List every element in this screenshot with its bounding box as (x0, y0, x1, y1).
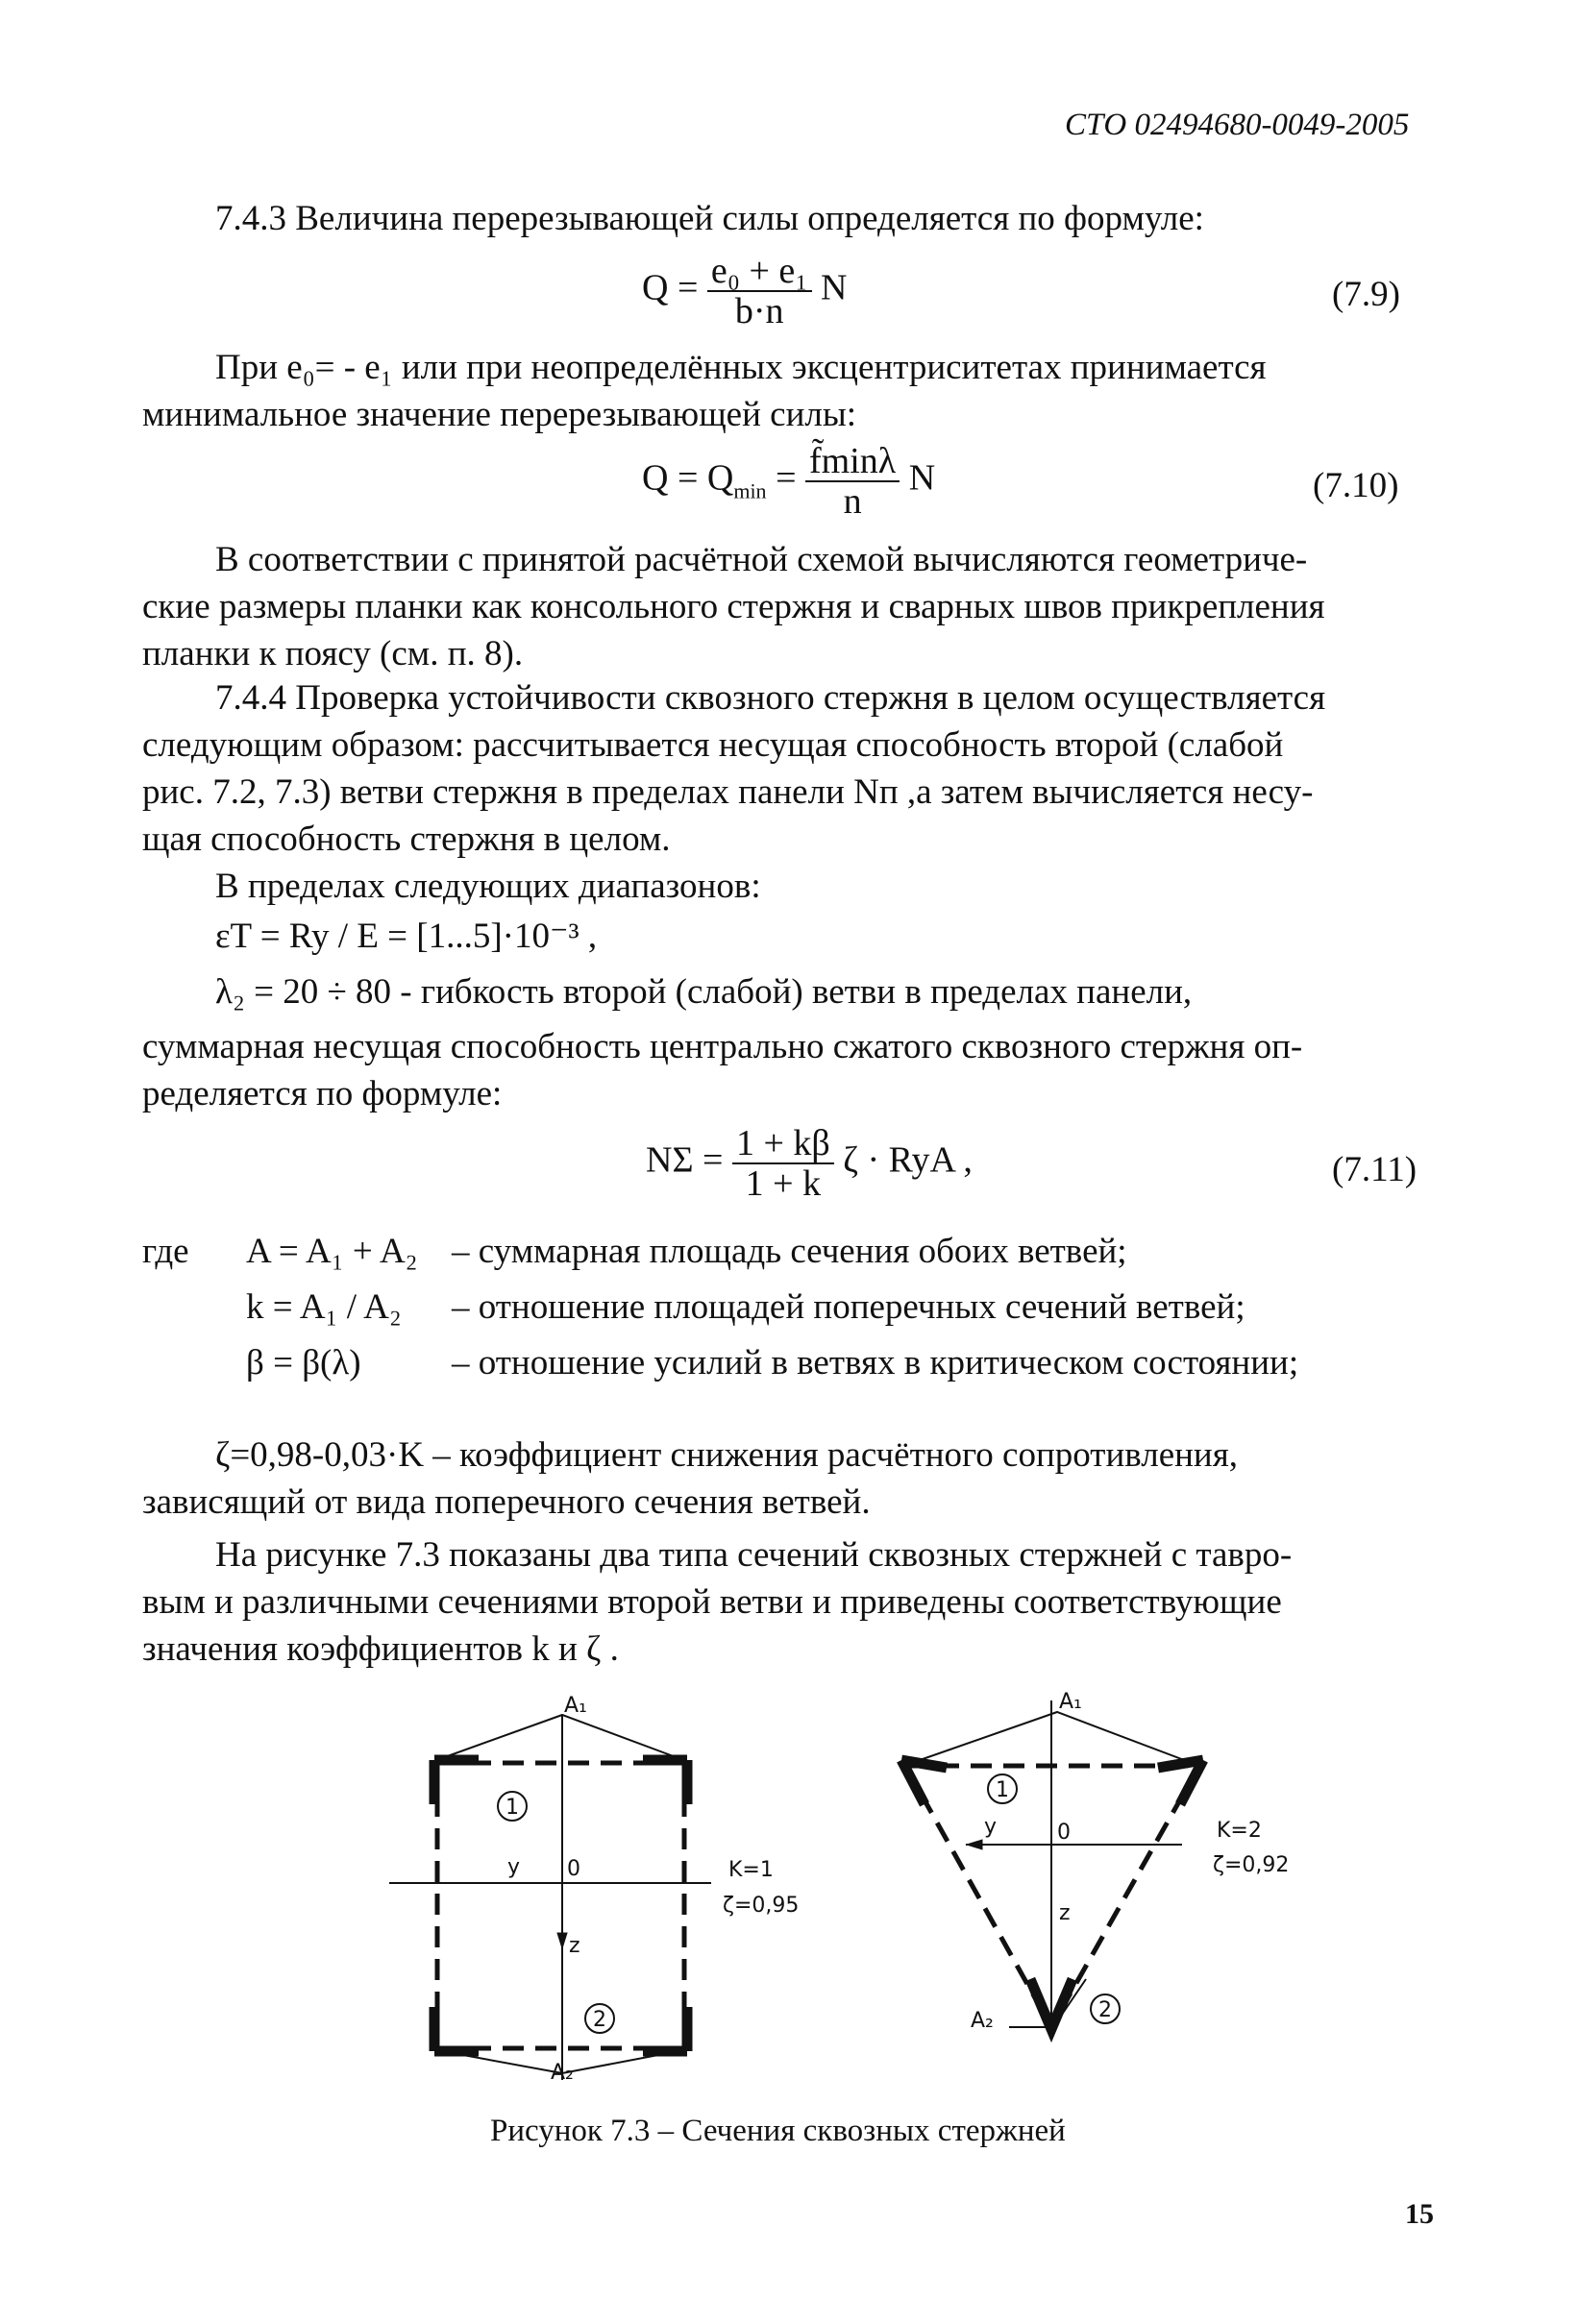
eq711-lhs: NΣ = (646, 1139, 724, 1181)
document-code: СТО 02494680-0049-2005 (1065, 108, 1410, 142)
right-axis-y-label: y (984, 1815, 998, 1839)
equation-7-11 (646, 1124, 973, 1203)
eq79-lhs: Q = (642, 267, 699, 308)
def-k-symbol: k = A₁ / A₂ (246, 1287, 402, 1327)
def-area-text: – суммарная площадь сечения обоих ветвей; (452, 1232, 1127, 1271)
figure-caption: Рисунок 7.3 – Сечения сквозных стержней (490, 2114, 1066, 2148)
section-743-p3-line1: В соответствии с принятой расчётной схемой вычисляются геометриче- (215, 540, 1308, 579)
eq710-numerator: f̃minλ (805, 442, 900, 482)
left-axis-y-label: y (507, 1855, 521, 1879)
def-k-text: – отношение площадей поперечных сечений ветвей; (452, 1287, 1245, 1327)
eq79-rhs: N (821, 267, 848, 308)
left-branch-2-label: 2 (593, 2008, 606, 2032)
equation-7-10 (642, 442, 935, 521)
right-zeta-value: ζ=0,92 (1213, 1853, 1290, 1877)
equation-7-9-number: (7.9) (1332, 275, 1400, 314)
right-a1-label: A₁ (1059, 1690, 1082, 1714)
zeta-line2: зависящий от вида поперечного сечения ветвей. (142, 1482, 871, 1522)
def-beta-symbol: β = β(λ) (246, 1343, 361, 1382)
section-744-p1-line4: щая способность стержня в целом. (142, 820, 671, 859)
figure-7-3 (0, 1672, 1578, 2085)
left-zeta-value: ζ=0,95 (723, 1894, 800, 1918)
right-axis-z-label: z (1059, 1901, 1071, 1925)
eq711-denominator: 1 + k (745, 1163, 822, 1204)
eq710-lhs-sub: min (733, 478, 767, 503)
right-section-diagram (901, 1700, 1203, 2029)
eq79-denominator: b·n (734, 291, 784, 331)
left-k-value: K=1 (728, 1858, 774, 1882)
left-origin-label: 0 (567, 1857, 580, 1881)
eq79-fraction (707, 252, 812, 330)
equation-7-11-number: (7.11) (1332, 1150, 1418, 1189)
eq710-lhs: Q = Q (642, 457, 734, 499)
left-a2-label: A₂ (551, 2061, 574, 2085)
section-744-p3-line2: ределяется по формуле: (142, 1074, 503, 1113)
right-branch-1-label: 1 (996, 1778, 1009, 1802)
equation-7-9 (642, 252, 848, 330)
eq711-rhs: ζ · RyA , (843, 1139, 973, 1181)
where-word: где (142, 1232, 189, 1271)
range-epsilon: εT = Ry / E = [1...5]·10⁻³ , (215, 917, 598, 956)
section-744-p1-line1: 7.4.4 Проверка устойчивости сквозного стержня в целом осуществляется (215, 678, 1326, 718)
section-743-p3-line2: ские размеры планки как консольного стержня и сварных швов прикрепления (142, 587, 1325, 626)
section-744-p3-line1: суммарная несущая способность центрально сжатого сквозного стержня оп- (142, 1027, 1303, 1066)
right-a2-label: A₂ (971, 2009, 994, 2033)
right-branch-2-label: 2 (1098, 1998, 1112, 2022)
left-axis-z-label: z (569, 1934, 580, 1958)
figure-ref-line3: значения коэффициентов k и ζ . (142, 1629, 619, 1669)
left-section-diagram (389, 1715, 711, 2080)
right-origin-label: 0 (1057, 1821, 1071, 1845)
def-area-symbol: A = A₁ + A₂ (246, 1232, 418, 1271)
figure-ref-line2: вым и различными сечениями второй ветви и приведены соответствующие (142, 1582, 1282, 1622)
left-branch-1-label: 1 (505, 1796, 519, 1820)
eq710-equals: = (776, 457, 797, 499)
def-beta-text: – отношение усилий в ветвях в критическом состоянии; (452, 1343, 1299, 1382)
section-743-p2-line1: При e₀= - e₁ или при неопределённых эксцентриситетах принимается (215, 348, 1267, 387)
zeta-line1: ζ=0,98-0,03·K – коэффициент снижения расчётного сопротивления, (215, 1435, 1238, 1475)
figure-ref-line1: На рисунке 7.3 показаны два типа сечений сквозных стержней с тавро- (215, 1535, 1293, 1575)
range-lambda: λ₂ = 20 ÷ 80 - гибкость второй (слабой) ветви в пределах панели, (215, 972, 1193, 1012)
section-744-p1-line2: следующим образом: рассчитывается несущая способность второй (слабой (142, 725, 1284, 765)
eq711-fraction (732, 1124, 834, 1203)
equation-7-10-number: (7.10) (1313, 466, 1399, 505)
page-number: 15 (1405, 2198, 1434, 2230)
eq710-denominator: n (843, 481, 862, 522)
eq79-numerator: e₀ + e₁ (707, 252, 812, 292)
eq711-numerator: 1 + kβ (732, 1124, 834, 1164)
section-743-intro: 7.4.3 Величина перерезывающей силы определяется по формуле: (215, 199, 1204, 238)
section-743-p2-line2: минимальное значение перерезывающей силы: (142, 395, 856, 434)
section-744-p1-line3: рис. 7.2, 7.3) ветви стержня в пределах панели Nп ,а затем вычисляется несу- (142, 772, 1314, 812)
eq710-fraction (805, 442, 900, 521)
section-743-p3-line3: планки к поясу (см. п. 8). (142, 634, 524, 673)
eq710-rhs: N (908, 457, 936, 499)
section-744-p2: В пределах следующих диапазонов: (215, 867, 761, 906)
right-k-value: K=2 (1217, 1819, 1262, 1843)
left-a1-label: A₁ (564, 1694, 587, 1718)
